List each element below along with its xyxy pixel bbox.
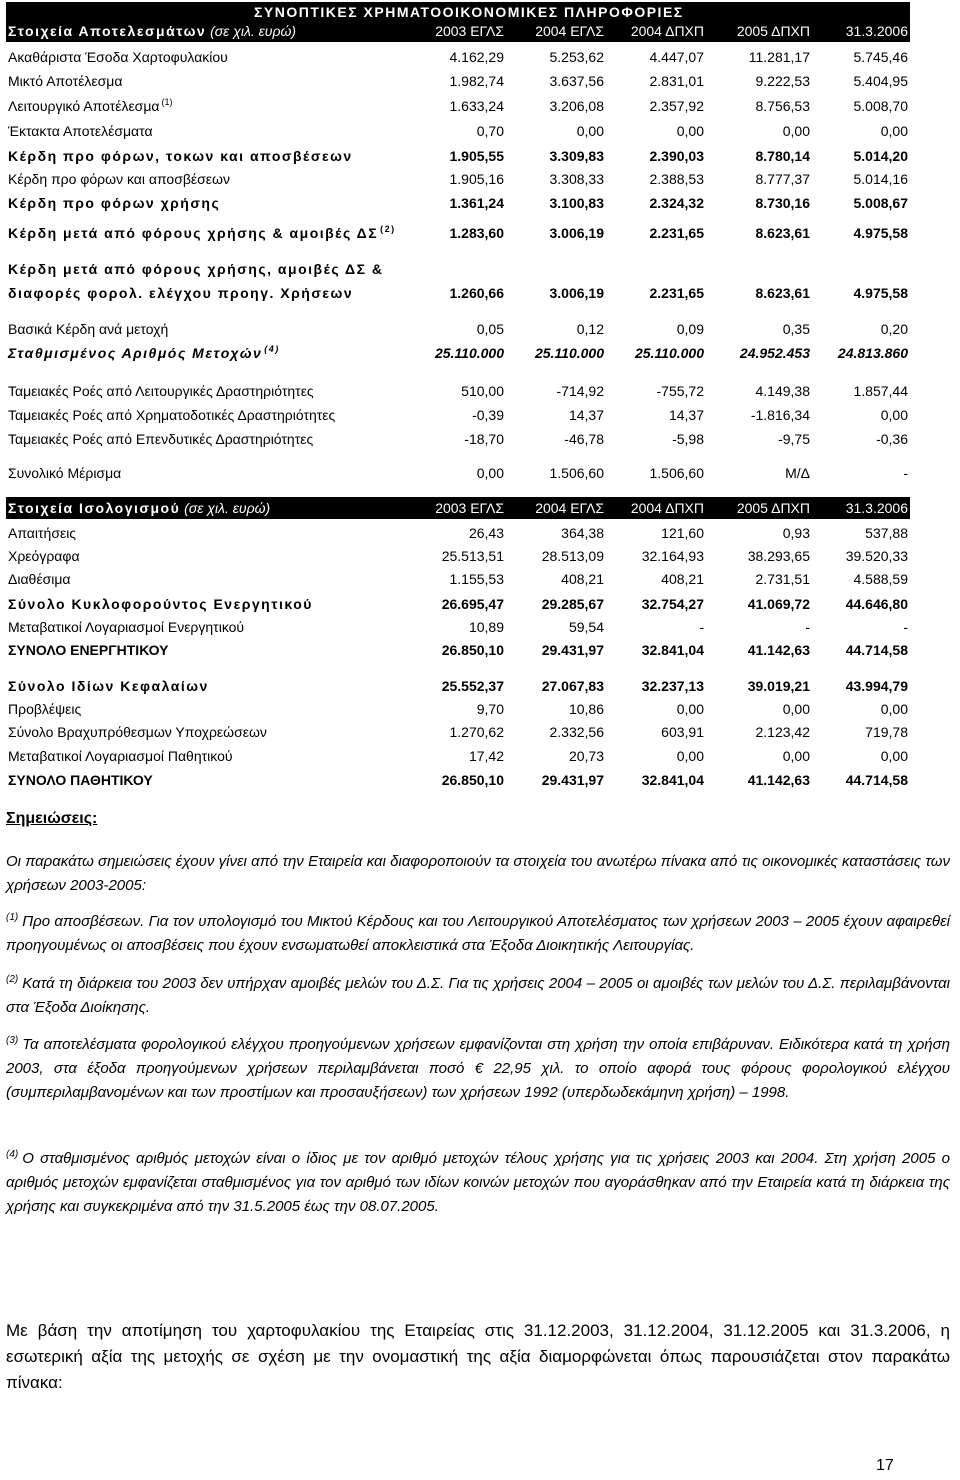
- note-item: [6, 910, 950, 958]
- cell: 8.623,61: [755, 285, 810, 301]
- cell: 0,00: [782, 701, 810, 717]
- table-row: [6, 675, 910, 697]
- summary-header: [6, 2, 910, 42]
- cell: 2.324,32: [649, 195, 704, 211]
- table-row: [6, 462, 910, 484]
- cell: 29.285,67: [541, 596, 604, 612]
- cell: 10,89: [468, 619, 504, 635]
- cell: 4.447,07: [649, 49, 704, 65]
- table-row: [6, 145, 910, 167]
- row-label: ΣΥΝΟΛΟ ΕΝΕΡΓΗΤΙΚΟΥ: [8, 642, 169, 658]
- table-row: [6, 593, 910, 615]
- col-header: 2005 ΔΠΧΠ: [736, 500, 810, 516]
- cell: 4.162,29: [449, 49, 504, 65]
- table-row: [6, 192, 910, 214]
- cell: 5.404,95: [853, 73, 908, 89]
- table-row: [6, 120, 910, 142]
- table-row: [6, 428, 910, 450]
- cell: 1.270,62: [449, 724, 504, 740]
- table-row: [6, 168, 910, 190]
- cell: 24.813.860: [837, 345, 908, 361]
- row-label: Απαιτήσεις: [8, 525, 77, 541]
- cell: 26,43: [468, 525, 504, 541]
- cell: 11.281,17: [748, 49, 810, 65]
- note-text: Τα αποτελέσματα φορολογικού ελέγχου προηγούμενων χρήσεων εμφανίζονται στη χρήση την οποία επιβάρυναν. Ειδικότερα κατά τη χρήση 2003, στα έξοδα προηγούμενων χρήσεων περιλαμβάνεται ποσό € 22,95 χιλ. το οποίο αφορά τους φόρους φορολογικού ελέγχου (συμπεριλαμβανομένων και των προστίμων και προσαυξήσεων) των χρήσεων 1992 (υπερδωδεκάμηνη χρήση) – 1998.: [6, 1036, 950, 1101]
- cell: 510,00: [461, 383, 504, 399]
- table-row: [6, 282, 910, 304]
- cell: 14,37: [568, 407, 604, 423]
- note-marker: (4): [6, 1149, 19, 1160]
- row-label-wrap: [8, 222, 396, 244]
- cell: 0,00: [676, 748, 704, 764]
- row-label: Σύνολο Βραχυπρόθεσμων Υποχρεώσεων: [8, 724, 267, 740]
- row-label: Ταμειακές Ροές από Λειτουργικές Δραστηριότητες: [8, 383, 314, 399]
- note-marker: (2): [6, 974, 19, 985]
- cell: 8.623,61: [755, 225, 810, 241]
- cell: 24.952.453: [739, 345, 810, 361]
- cell: 8.730,16: [755, 195, 810, 211]
- cell: 39.019,21: [747, 678, 810, 694]
- cell: 0,70: [476, 123, 504, 139]
- row-label: Χρεόγραφα: [8, 548, 80, 564]
- note-text: Κατά τη διάρκεια του 2003 δεν υπήρχαν αμοιβές μελών του Δ.Σ. Για τις χρήσεις 2004 – 2005 οι αμοιβές των μελών του Δ.Σ. περιλαμβάνονται στα Έξοδα Διοίκησης.: [6, 975, 950, 1016]
- cell: 1.361,24: [449, 195, 504, 211]
- table-row: [6, 568, 910, 590]
- cell: -: [903, 619, 908, 635]
- cell: 2.231,65: [649, 285, 704, 301]
- row-label: Κέρδη προ φόρων, τοκων και αποσβέσεων: [8, 148, 353, 164]
- cell: 8.780,14: [755, 148, 810, 164]
- page-number: 17: [876, 1457, 894, 1474]
- cell: 0,00: [880, 748, 908, 764]
- cell: 25.110.000: [534, 345, 604, 361]
- table-row: [6, 522, 910, 544]
- cell: 3.006,19: [549, 285, 604, 301]
- cell: 3.309,83: [549, 148, 604, 164]
- note-item: [6, 972, 950, 1020]
- cell: 32.164,93: [641, 548, 704, 564]
- cell: 44.646,80: [845, 596, 908, 612]
- table-row: [6, 698, 910, 720]
- cell: 0,09: [676, 321, 704, 337]
- cell: 3.206,08: [549, 98, 604, 114]
- row-label-cont: διαφορές φορολ. ελέγχου προηγ. Χρήσεων: [8, 285, 354, 301]
- summary-unit: (σε χιλ. ευρώ): [210, 23, 297, 39]
- cell: 4.588,59: [853, 571, 908, 587]
- row-label: ΣΥΝΟΛΟ ΠΑΘΗΤΙΚΟΥ: [8, 772, 153, 788]
- cell: 14,37: [668, 407, 704, 423]
- cell: 5.745,46: [853, 49, 908, 65]
- note-text: Ο σταθμισμένος αριθμός μετοχών είναι ο ίδιος με τον αριθμό μετοχών τέλους χρήσης για τις χρήσεις 2003 και 2004. Στη χρήση 2005 ο αριθμός μετοχών εμφανίζεται σταθμισμένος για τον αριθμό των ιδίων κοινών μετοχών που αγοράσθηκαν από την Εταιρεία κατά τη διάρκεια της χρήσης και συγκεκριμένα από την 31.5.2005 έως την 08.07.2005.: [6, 1150, 950, 1215]
- balance-unit: (σε χιλ. ευρώ): [184, 500, 271, 516]
- cell: -: [903, 465, 908, 481]
- notes-intro: Οι παρακάτω σημειώσεις έχουν γίνει από την Εταιρεία και διαφοροποιούν τα στοιχεία του ανωτέρω πίνακα από τις οικονομικές καταστάσεις των χρήσεων 2003-2005:: [6, 853, 950, 894]
- balance-header: [6, 497, 910, 519]
- cell: -714,92: [556, 383, 604, 399]
- cell: 29.431,97: [541, 642, 604, 658]
- cell: 2.388,53: [649, 171, 704, 187]
- cell: 41.069,72: [747, 596, 810, 612]
- cell: -0,36: [876, 431, 908, 447]
- cell: 43.994,79: [845, 678, 908, 694]
- row-label: Κέρδη μετά από φόρους χρήσης & αμοιβές ΔΣ: [8, 225, 379, 241]
- col-header: 2004 ΕΓΛΣ: [535, 23, 604, 39]
- cell: 25.110.000: [634, 345, 704, 361]
- cell: 2.731,51: [755, 571, 810, 587]
- cell: 20,73: [568, 748, 604, 764]
- table-row: [6, 258, 910, 280]
- cell: 10,86: [568, 701, 604, 717]
- cell: -9,75: [778, 431, 810, 447]
- row-label: Κέρδη προ φόρων και αποσβέσεων: [8, 171, 230, 187]
- cell: 5.014,20: [853, 148, 908, 164]
- footnote-marker: (1): [161, 97, 173, 107]
- cell: -: [805, 619, 810, 635]
- table-row: [6, 616, 910, 638]
- col-header: 31.3.2006: [845, 23, 908, 39]
- cell: Μ/Δ: [785, 465, 810, 481]
- cell: 26.850,10: [441, 642, 504, 658]
- cell: 25.552,37: [441, 678, 504, 694]
- cell: 0,12: [576, 321, 604, 337]
- cell: 9.222,53: [755, 73, 810, 89]
- cell: 0,00: [782, 748, 810, 764]
- cell: 32.754,27: [641, 596, 704, 612]
- cell: 408,21: [561, 571, 604, 587]
- cell: 26.695,47: [441, 596, 504, 612]
- cell: 0,00: [676, 701, 704, 717]
- cell: 3.637,56: [549, 73, 604, 89]
- row-label: Βασικά Κέρδη ανά μετοχή: [8, 321, 169, 337]
- col-header: 2003 ΕΓΛΣ: [435, 23, 504, 39]
- col-header: 2004 ΔΠΧΠ: [630, 23, 704, 39]
- cell: 5.014,16: [853, 171, 908, 187]
- cell: -1.816,34: [750, 407, 810, 423]
- cell: 0,00: [576, 123, 604, 139]
- row-label: Έκτακτα Αποτελέσματα: [8, 123, 153, 139]
- row-label: Σταθμισμένος Αριθμός Μετοχών: [8, 345, 263, 361]
- cell: 32.841,04: [641, 642, 704, 658]
- cell: 44.714,58: [845, 772, 908, 788]
- cell: -: [699, 619, 704, 635]
- cell: 1.633,24: [449, 98, 504, 114]
- col-header: 2005 ΔΠΧΠ: [736, 23, 810, 39]
- cell: 1.905,55: [449, 148, 504, 164]
- cell: 0,00: [676, 123, 704, 139]
- row-label: Λειτουργικό Αποτέλεσμα: [8, 98, 160, 114]
- balance-column-headers: [6, 499, 910, 517]
- col-header: 2003 ΕΓΛΣ: [435, 500, 504, 516]
- cell: 25.513,51: [441, 548, 504, 564]
- col-header: 2004 ΔΠΧΠ: [630, 500, 704, 516]
- cell: 3.100,83: [549, 195, 604, 211]
- cell: 408,21: [661, 571, 704, 587]
- cell: 603,91: [661, 724, 704, 740]
- table-row: [6, 46, 910, 68]
- summary-column-headers: [6, 22, 910, 40]
- closing-paragraph: Με βάση την αποτίμηση του χαρτοφυλακίου της Εταιρείας στις 31.12.2003, 31.12.2004, 31.12.2005 και 31.3.2006, η εσωτερική αξία της μετοχής σε σχέση με την ονομαστική της αξία διαμορφώνεται όπως παρουσιάζεται στον παρακάτω πίνακα:: [6, 1321, 950, 1392]
- footnote-marker: (4): [264, 344, 280, 354]
- cell: 41.142,63: [747, 772, 810, 788]
- row-label: Συνολικό Μέρισμα: [8, 465, 122, 481]
- row-label: Σύνολο Κυκλοφορούντος Ενεργητικού: [8, 596, 313, 612]
- cell: 26.850,10: [441, 772, 504, 788]
- table-row: [6, 95, 910, 117]
- cell: 1.283,60: [449, 225, 504, 241]
- table-row: [6, 404, 910, 426]
- cell: 28.513,09: [541, 548, 604, 564]
- row-label: Κέρδη προ φόρων χρήσης: [8, 195, 221, 211]
- cell: 1.260,66: [449, 285, 504, 301]
- cell: 2.332,56: [549, 724, 604, 740]
- cell: 0,20: [880, 321, 908, 337]
- row-label: Κέρδη μετά από φόρους χρήσης, αμοιβές ΔΣ &: [8, 261, 384, 277]
- note-text: Προ αποσβέσεων. Για τον υπολογισμό του Μικτού Κέρδους και του Λειτουργικού Αποτελέσματος των χρήσεων 2003 – 2005 έχουν αφαιρεθεί προηγουμένως οι αποσβέσεις που έχουν ενσωματωθεί αποκλειστικά στα Έξοδα Διοικητικής Λειτουργίας.: [6, 913, 950, 954]
- cell: 0,35: [782, 321, 810, 337]
- cell: 32.237,13: [641, 678, 704, 694]
- cell: 1.857,44: [853, 383, 908, 399]
- cell: 2.231,65: [649, 225, 704, 241]
- cell: 17,42: [468, 748, 504, 764]
- balance-section-title: Στοιχεία Ισολογισμού: [8, 500, 181, 516]
- table-row: [6, 721, 910, 743]
- cell: 25.110.000: [434, 345, 504, 361]
- cell: 38.293,65: [747, 548, 810, 564]
- cell: 29.431,97: [541, 772, 604, 788]
- cell: 59,54: [568, 619, 604, 635]
- cell: 4.975,58: [853, 225, 908, 241]
- row-label: Ακαθάριστα Έσοδα Χαρτοφυλακίου: [8, 49, 228, 65]
- table-row: [6, 769, 910, 791]
- cell: -18,70: [464, 431, 504, 447]
- note-marker: (1): [6, 912, 19, 923]
- cell: 3.006,19: [549, 225, 604, 241]
- note-item: [6, 1033, 950, 1105]
- row-label: Σύνολο Ιδίων Κεφαλαίων: [8, 678, 209, 694]
- cell: 1.506,60: [549, 465, 604, 481]
- cell: 1.982,74: [449, 73, 504, 89]
- cell: 2.357,92: [649, 98, 704, 114]
- row-label: Μεταβατικοί Λογαριασμοί Παθητικού: [8, 748, 233, 764]
- cell: 1.506,60: [649, 465, 704, 481]
- row-label-wrap: [8, 95, 172, 117]
- row-label-wrap: [8, 342, 280, 364]
- table-row: [6, 380, 910, 402]
- cell: -46,78: [564, 431, 604, 447]
- row-label: Προβλέψεις: [8, 701, 82, 717]
- cell: 2.831,01: [649, 73, 704, 89]
- table-row: [6, 639, 910, 661]
- cell: 719,78: [865, 724, 908, 740]
- summary-section-title: Στοιχεία Αποτελεσμάτων: [8, 23, 207, 39]
- cell: 0,05: [476, 321, 504, 337]
- cell: 1.155,53: [449, 571, 504, 587]
- cell: 0,93: [782, 525, 810, 541]
- cell: 5.253,62: [549, 49, 604, 65]
- note-item: [6, 1147, 950, 1219]
- row-label: Ταμειακές Ροές από Επενδυτικές Δραστηριότητες: [8, 431, 314, 447]
- cell: 27.067,83: [541, 678, 604, 694]
- cell: 32.841,04: [641, 772, 704, 788]
- table-row: [6, 70, 910, 92]
- cell: -0,39: [472, 407, 504, 423]
- table-row: [6, 545, 910, 567]
- table-row: [6, 222, 910, 244]
- cell: -755,72: [656, 383, 704, 399]
- row-label: Μεταβατικοί Λογαριασμοί Ενεργητικού: [8, 619, 245, 635]
- cell: 537,88: [865, 525, 908, 541]
- cell: 9,70: [476, 701, 504, 717]
- cell: 121,60: [661, 525, 704, 541]
- cell: -5,98: [672, 431, 704, 447]
- col-header: 2004 ΕΓΛΣ: [535, 500, 604, 516]
- table-row: [6, 342, 910, 364]
- cell: 2.390,03: [649, 148, 704, 164]
- cell: 4.975,58: [853, 285, 908, 301]
- cell: 41.142,63: [747, 642, 810, 658]
- row-label: Μικτό Αποτέλεσμα: [8, 73, 123, 89]
- cell: 1.905,16: [449, 171, 504, 187]
- cell: 39.520,33: [845, 548, 908, 564]
- cell: 8.756,53: [755, 98, 810, 114]
- notes-heading: Σημειώσεις:: [6, 810, 98, 827]
- cell: 0,00: [880, 701, 908, 717]
- cell: 0,00: [880, 123, 908, 139]
- cell: 3.308,33: [549, 171, 604, 187]
- cell: 8.777,37: [755, 171, 810, 187]
- cell: 4.149,38: [755, 383, 810, 399]
- cell: 0,00: [880, 407, 908, 423]
- row-label: Διαθέσιμα: [8, 571, 71, 587]
- note-marker: (3): [6, 1035, 19, 1046]
- cell: 5.008,67: [853, 195, 908, 211]
- table-row: [6, 318, 910, 340]
- cell: 5.008,70: [853, 98, 908, 114]
- cell: 0,00: [782, 123, 810, 139]
- summary-banner: ΣΥΝΟΠΤΙΚΕΣ ΧΡΗΜΑΤΟΟΙΚΟΝΟΜΙΚΕΣ ΠΛΗΡΟΦΟΡΙΕΣ: [254, 4, 684, 20]
- cell: 2.123,42: [755, 724, 810, 740]
- cell: 364,38: [561, 525, 604, 541]
- col-header: 31.3.2006: [845, 500, 908, 516]
- footnote-marker: (2): [380, 224, 396, 234]
- cell: 44.714,58: [845, 642, 908, 658]
- table-row: [6, 745, 910, 767]
- row-label: Ταμειακές Ροές από Χρηματοδοτικές Δραστηριότητες: [8, 407, 336, 423]
- cell: 0,00: [476, 465, 504, 481]
